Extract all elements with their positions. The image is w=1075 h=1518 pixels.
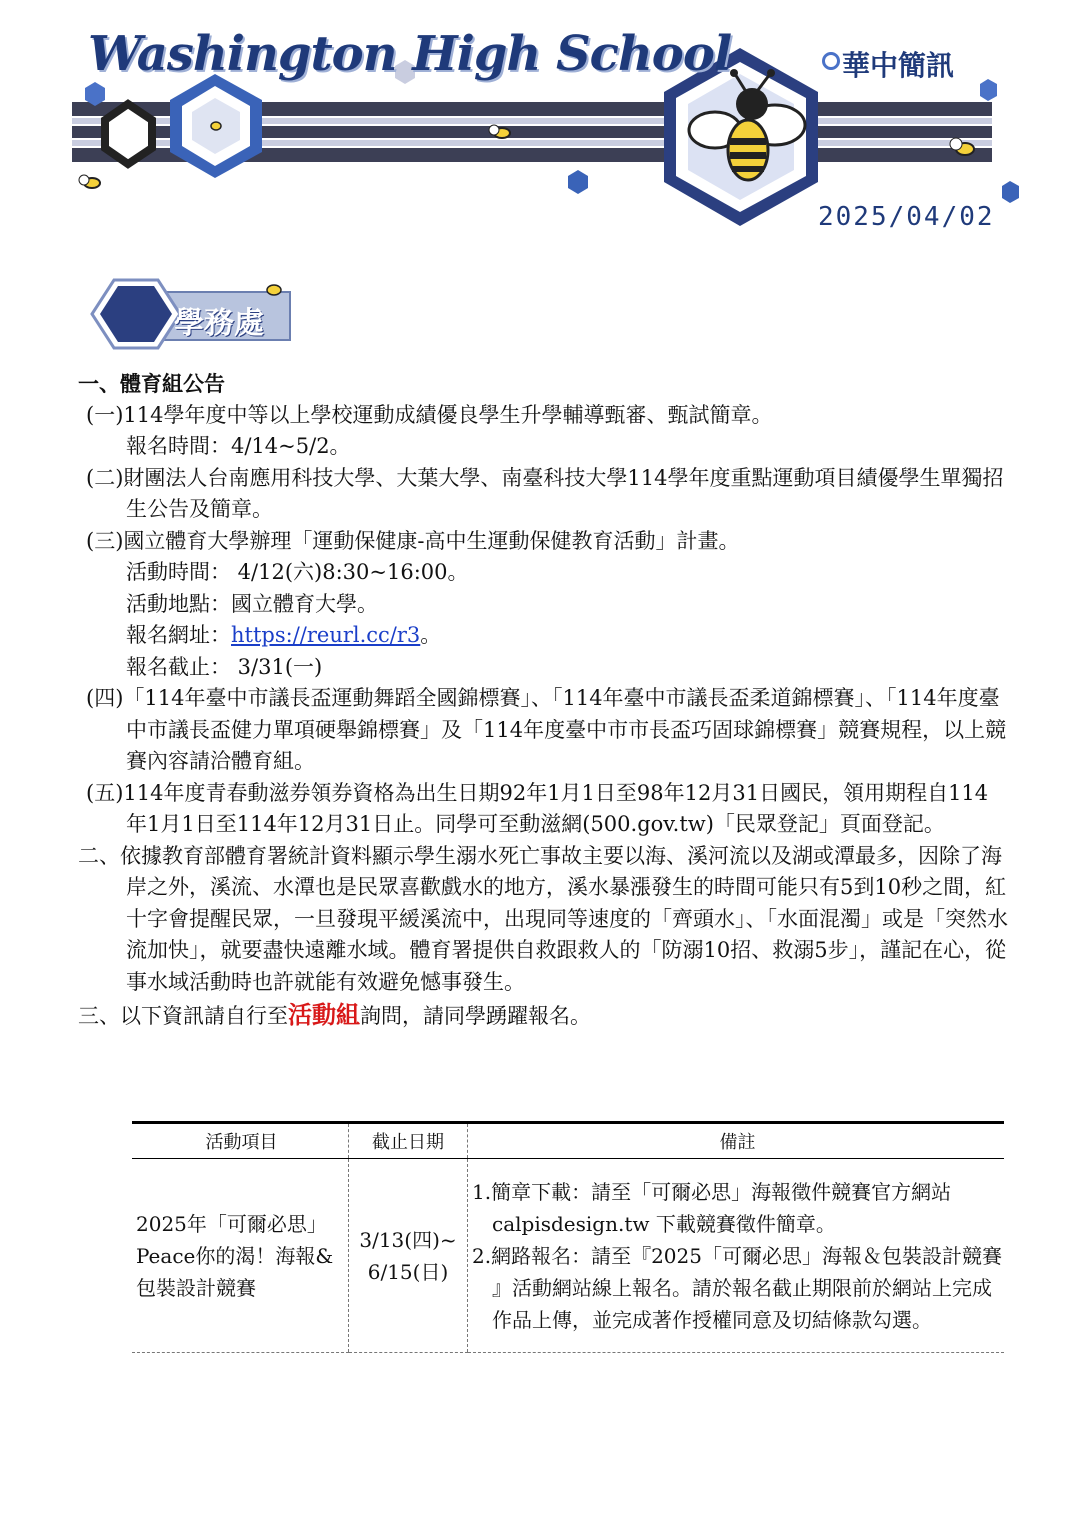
school-name-logo: Washington High School	[88, 26, 732, 82]
heading-sports-notice: 一、體育組公告	[78, 371, 225, 396]
newsletter-name: 華中簡訊	[842, 49, 955, 82]
item-1: (一)114學年度中等以上學校運動成績優良學生升學輔導甄審、甄試簡章。	[86, 402, 773, 427]
activity-office-highlight: 活動組	[288, 1001, 360, 1029]
newsletter-header	[0, 0, 1075, 260]
item-3-deadline: 報名截止： 3/31(一)	[126, 654, 323, 679]
cell-deadline	[349, 1159, 468, 1353]
item-5: (五)114年度青春動滋券領券資格為出生日期92年1月1日至98年12月31日國民，領用期程自114年1月1日至114年12月31日止。同學可至動滋網(500.gov.tw)「民眾登記」頁面登記。	[86, 780, 989, 836]
item-2: (二)財團法人台南應用科技大學、大葉大學、南臺科技大學114學年度重點運動項目績優學生單獨招生公告及簡章。	[86, 465, 1004, 521]
col-header-note: 備註	[468, 1123, 1005, 1159]
activity-table	[132, 1121, 1004, 1353]
small-bee-icon	[79, 175, 100, 188]
item-3-place: 活動地點：國立體育大學。	[126, 591, 378, 616]
deadline-end: 6/15(日)	[367, 1259, 449, 1284]
cell-note	[468, 1159, 1005, 1353]
section-badge	[70, 276, 310, 352]
col-header-item: 活動項目	[132, 1123, 349, 1159]
item-3-time: 活動時間： 4/12(六)8:30~16:00。	[126, 560, 469, 584]
registration-link[interactable]: https://reurl.cc/r3	[231, 623, 421, 647]
note-download: 1.簡章下載：請至「可爾必思」海報徵件競賽官方網站calpisdesign.tw 下載競賽徵件簡章。	[472, 1179, 952, 1236]
reg-url-suffix: 。	[420, 623, 442, 647]
table-row	[132, 1159, 1004, 1353]
activity-section-intro	[78, 1000, 1008, 1033]
item-3: (三)國立體育大學辦理「運動保健康-高中生運動保健教育活動」計畫。	[86, 528, 740, 553]
issue-date: 2025/04/02	[818, 202, 995, 232]
col-header-deadline: 截止日期	[349, 1123, 468, 1159]
cell-item	[132, 1159, 349, 1353]
activity-name: 2025年「可爾必思」Peace你的渴！海報&包裝設計競賽	[136, 1211, 334, 1300]
table-header-row	[132, 1123, 1004, 1159]
drowning-safety-paragraph: 二、依據教育部體育署統計資料顯示學生溺水死亡事故主要以海、溪河流以及湖或潭最多，因除了海岸之外，溪流、水潭也是民眾喜歡戲水的地方，溪水暴漲發生的時間可能只有5到10秒之間，紅十字會提醒民眾，一旦發現平緩溪流中，出現同等速度的「齊頭水」、「水面混濁」或是「突然水流加快」，就要盡快遠離水域。體育署提供自救跟救人的「防溺10招、救溺5步」，謹記在心，從事水域活動時也許就能有效避免憾事發生。	[78, 843, 1008, 994]
reg-url-prefix: 報名網址：	[126, 623, 231, 647]
deadline-start: 3/13(四)~	[359, 1227, 457, 1252]
brand-dot-icon	[822, 52, 840, 70]
intro-prefix: 三、以下資訊請自行至	[78, 1004, 288, 1028]
note-registration: 2.網路報名：請至『2025「可爾必思」海報＆包裝設計競賽 』活動網站線上報名。請於報名截止期限前於網站上完成作品上傳，並完成著作授權同意及切結條款勾選。	[472, 1243, 1002, 1332]
item-4: (四)「114年臺中市議長盃運動舞蹈全國錦標賽」、「114年臺中市議長盃柔道錦標賽」、「114年度臺中市議長盃健力單項硬舉錦標賽」及「114年度臺中市市長盃巧固球錦標賽」競賽規程，以上競賽內容請洽體育組。	[86, 686, 1007, 773]
item-1-detail: 報名時間：4/14~5/2。	[126, 434, 351, 458]
hex-dark-left	[105, 104, 152, 164]
item-3-url-line	[78, 620, 1008, 652]
intro-suffix: 詢問，請同學踴躍報名。	[360, 1004, 591, 1028]
section-title: 學務處	[174, 306, 264, 341]
small-bee-icon	[267, 285, 281, 295]
small-bee-icon	[211, 122, 221, 130]
announcement-body	[78, 368, 1008, 1033]
